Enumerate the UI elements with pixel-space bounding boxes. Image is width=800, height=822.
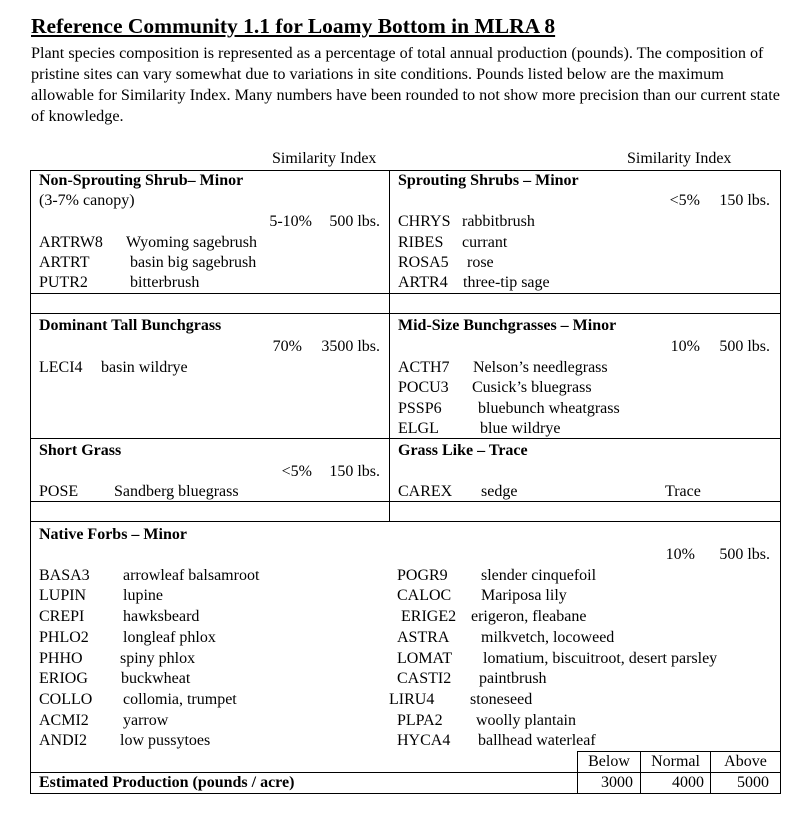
species-name: Sandberg bluegrass [114, 483, 239, 500]
species-name: currant [462, 234, 508, 251]
species-code: POSE [39, 483, 79, 500]
similarity-index-label-right: Similarity Index [627, 150, 732, 167]
species-name: rose [467, 254, 494, 271]
species-name: woolly plantain [476, 712, 576, 729]
production-header-above: Above [724, 753, 767, 770]
intro-paragraph: Plant species composition is represented as a percentage of total annual production (pounds). The composition of pristine sites can vary somewhat due to variations in site conditions. Pounds listed below are the maximum allowable for Similarity Index. Many numbers have been rounded to not show more precision than our current state of knowledge. [31, 44, 780, 125]
species-code: ACMI2 [39, 712, 89, 729]
species-name: arrowleaf balsamroot [123, 567, 260, 584]
species-name: lupine [123, 587, 163, 604]
species-code: ASTRA [397, 629, 450, 646]
species-code: CASTI2 [397, 670, 452, 687]
species-name: bitterbrush [130, 274, 200, 291]
species-code: CHRYS [398, 213, 451, 230]
species-code: CAREX [398, 483, 453, 500]
species-name: yarrow [123, 712, 169, 729]
species-code: ERIOG [39, 670, 88, 687]
pounds-value: 500 lbs. [719, 546, 770, 563]
species-name: bluebunch wheatgrass [478, 400, 620, 417]
species-code: ARTRW8 [39, 234, 103, 251]
species-name: buckwheat [121, 670, 191, 687]
species-code: ACTH7 [398, 359, 450, 376]
species-code: COLLO [39, 691, 93, 708]
species-name: blue wildrye [480, 420, 561, 437]
species-code: ROSA5 [398, 254, 449, 271]
species-code: CREPI [39, 608, 85, 625]
pounds-value: 150 lbs. [329, 463, 380, 480]
species-name: three-tip sage [463, 274, 550, 291]
species-name: rabbitbrush [462, 213, 535, 230]
percent-value: 70% [272, 338, 302, 355]
species-code: PHLO2 [39, 629, 89, 646]
species-name: slender cinquefoil [481, 567, 597, 584]
species-name: spiny phlox [120, 650, 196, 667]
percent-value: 5-10% [269, 213, 312, 230]
species-name: basin big sagebrush [130, 254, 257, 271]
pounds-value: 500 lbs. [719, 338, 770, 355]
species-code: LOMAT [397, 650, 453, 667]
species-name: hawksbeard [123, 608, 200, 625]
species-name: stoneseed [470, 691, 533, 708]
section-heading: Short Grass [39, 442, 122, 459]
species-name: milkvetch, locoweed [481, 629, 615, 646]
species-name: longleaf phlox [123, 629, 216, 646]
species-name: sedge [481, 483, 518, 500]
species-code: ERIGE2 [401, 608, 457, 625]
species-code: LECI4 [39, 359, 83, 376]
percent-value: <5% [669, 192, 700, 209]
species-code: HYCA4 [397, 732, 451, 749]
trace-amount: Trace [665, 483, 701, 500]
production-value-below: 3000 [601, 774, 633, 791]
pounds-value: 150 lbs. [719, 192, 770, 209]
production-header-below: Below [588, 753, 630, 770]
species-name: low pussytoes [120, 732, 211, 749]
section-heading: Grass Like – Trace [398, 442, 528, 459]
percent-value: 10% [670, 338, 700, 355]
species-code: LUPIN [39, 587, 87, 604]
species-code: ANDI2 [39, 732, 87, 749]
production-value-above: 5000 [737, 774, 769, 791]
section-heading: Mid-Size Bunchgrasses – Minor [398, 317, 617, 334]
page-title: Reference Community 1.1 for Loamy Bottom in MLRA 8 [31, 14, 556, 38]
species-name: collomia, trumpet [123, 691, 237, 708]
species-name: lomatium, biscuitroot, desert parsley [483, 650, 718, 667]
species-code: PHHO [39, 650, 83, 667]
species-code: ARTRT [39, 254, 90, 271]
section-heading: Dominant Tall Bunchgrass [39, 317, 222, 334]
production-value-normal: 4000 [672, 774, 704, 791]
species-code: PSSP6 [398, 400, 442, 417]
section-heading: Native Forbs – Minor [39, 526, 187, 543]
pounds-value: 500 lbs. [329, 213, 380, 230]
species-name: Cusick’s bluegrass [472, 379, 592, 396]
production-label: Estimated Production (pounds / acre) [39, 774, 295, 791]
production-header-normal: Normal [651, 753, 700, 770]
percent-value: 10% [665, 546, 695, 563]
species-code: POGR9 [397, 567, 448, 584]
species-name: ballhead waterleaf [478, 732, 596, 749]
pounds-value: 3500 lbs. [321, 338, 380, 355]
species-name: Nelson’s needlegrass [473, 359, 608, 376]
section-heading: Sprouting Shrubs – Minor [398, 172, 579, 189]
similarity-index-label-left: Similarity Index [272, 150, 377, 167]
species-code: CALOC [397, 587, 452, 604]
percent-value: <5% [281, 463, 312, 480]
section-heading: Non-Sprouting Shrub– Minor [39, 172, 244, 189]
species-code: PLPA2 [397, 712, 443, 729]
species-name: Mariposa lily [481, 587, 567, 604]
species-code: ARTR4 [398, 274, 448, 291]
species-name: Wyoming sagebrush [126, 234, 258, 251]
species-code: POCU3 [398, 379, 449, 396]
species-name: basin wildrye [101, 359, 188, 376]
species-code: LIRU4 [389, 691, 435, 708]
species-code: RIBES [398, 234, 444, 251]
species-name: paintbrush [479, 670, 547, 687]
species-name: erigeron, fleabane [471, 608, 587, 625]
canopy-note: (3-7% canopy) [39, 192, 135, 209]
species-code: BASA3 [39, 567, 90, 584]
species-code: ELGL [398, 420, 439, 437]
species-code: PUTR2 [39, 274, 88, 291]
